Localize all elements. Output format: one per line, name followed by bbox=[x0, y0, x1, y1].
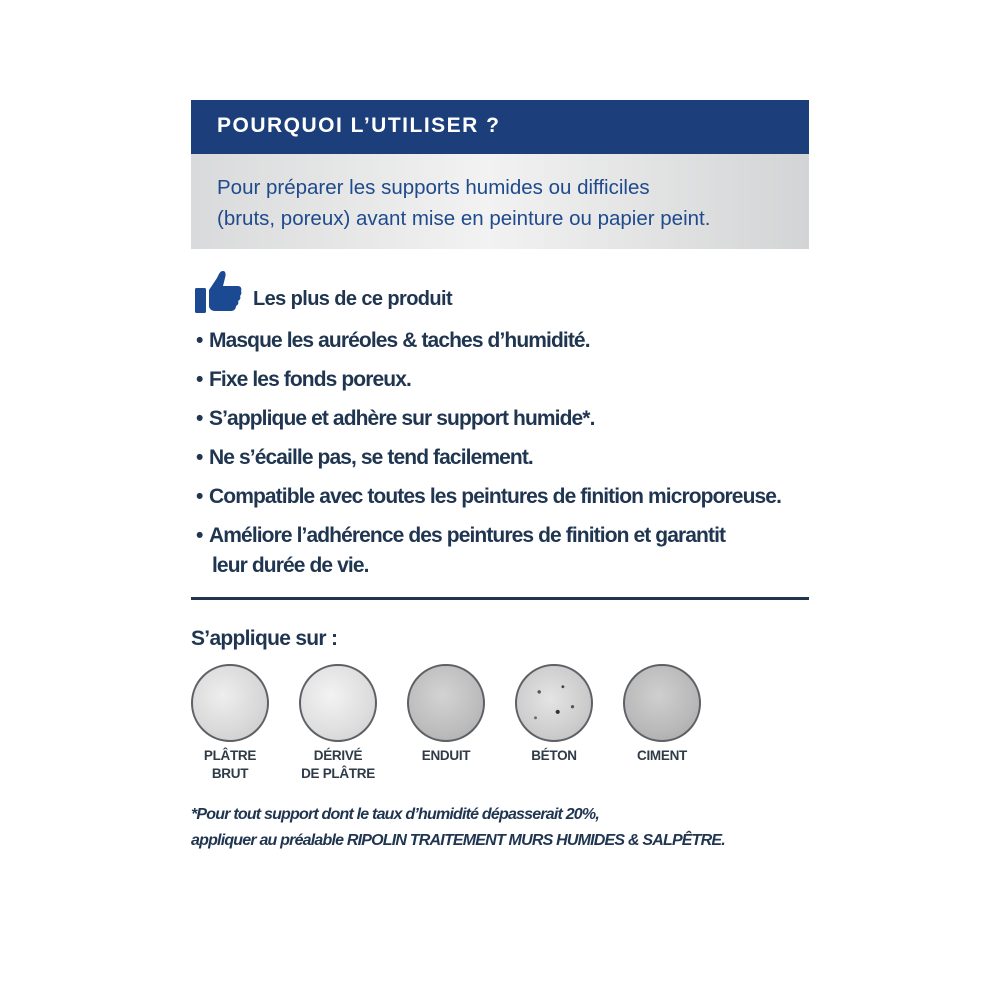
surface-derive-de-platre bbox=[283, 664, 393, 783]
bullet-icon: • bbox=[196, 485, 203, 508]
surface-swatch bbox=[299, 664, 377, 742]
thumbs-up-icon bbox=[195, 270, 243, 314]
surface-label: DÉRIVÉ DE PLÂTRE bbox=[301, 748, 375, 781]
benefit-text: S’applique et adhère sur support humide*. bbox=[209, 407, 595, 430]
benefits-heading-row bbox=[195, 270, 815, 310]
surface-swatch bbox=[515, 664, 593, 742]
section-title: POURQUOI L’UTILISER ? bbox=[217, 114, 501, 137]
footnote-line-1: *Pour tout support dont le taux d’humidité dépasserait 20%, bbox=[191, 806, 599, 823]
benefit-item bbox=[196, 482, 781, 512]
benefit-item bbox=[196, 443, 533, 473]
intro-text-line-2: (bruts, poreux) avant mise en peinture ou papier peint. bbox=[217, 207, 711, 230]
benefit-text: Compatible avec toutes les peintures de finition microporeuse. bbox=[209, 485, 782, 508]
bullet-icon: • bbox=[196, 368, 203, 391]
intro-box bbox=[191, 154, 809, 249]
header-bar bbox=[191, 100, 809, 154]
benefit-text: Ne s’écaille pas, se tend facilement. bbox=[209, 446, 533, 469]
benefit-item bbox=[196, 404, 595, 434]
section-divider bbox=[191, 597, 809, 600]
surface-swatch bbox=[623, 664, 701, 742]
surface-beton bbox=[499, 664, 609, 765]
surface-label: CIMENT bbox=[637, 748, 687, 763]
benefit-item bbox=[196, 326, 590, 356]
surface-swatch bbox=[191, 664, 269, 742]
bullet-icon: • bbox=[196, 524, 203, 547]
surface-label: ENDUIT bbox=[421, 748, 471, 763]
benefit-item bbox=[196, 521, 725, 581]
surface-swatch bbox=[407, 664, 485, 742]
intro-text-line-1: Pour préparer les supports humides ou difficiles bbox=[217, 176, 650, 199]
bullet-icon: • bbox=[196, 407, 203, 430]
benefit-text: Masque les auréoles & taches d’humidité. bbox=[209, 329, 590, 352]
surface-enduit bbox=[391, 664, 501, 765]
footnote bbox=[191, 802, 831, 854]
surface-platre-brut bbox=[175, 664, 285, 783]
benefits-heading: Les plus de ce produit bbox=[253, 288, 453, 310]
surface-ciment bbox=[607, 664, 717, 765]
applies-heading: S’applique sur : bbox=[191, 627, 338, 650]
benefit-text: Fixe les fonds poreux. bbox=[209, 368, 411, 391]
benefit-text: Améliore l’adhérence des peintures de finition et garantit bbox=[209, 524, 726, 547]
bullet-icon: • bbox=[196, 446, 203, 469]
footnote-line-2: appliquer au préalable RIPOLIN TRAITEMENT MURS HUMIDES & SALPÊTRE. bbox=[191, 832, 725, 849]
benefit-item bbox=[196, 365, 411, 395]
surface-label: PLÂTRE BRUT bbox=[203, 748, 257, 781]
surface-label: BÉTON bbox=[531, 748, 577, 763]
bullet-icon: • bbox=[196, 329, 203, 352]
benefit-text-continuation: leur durée de vie. bbox=[212, 554, 369, 577]
